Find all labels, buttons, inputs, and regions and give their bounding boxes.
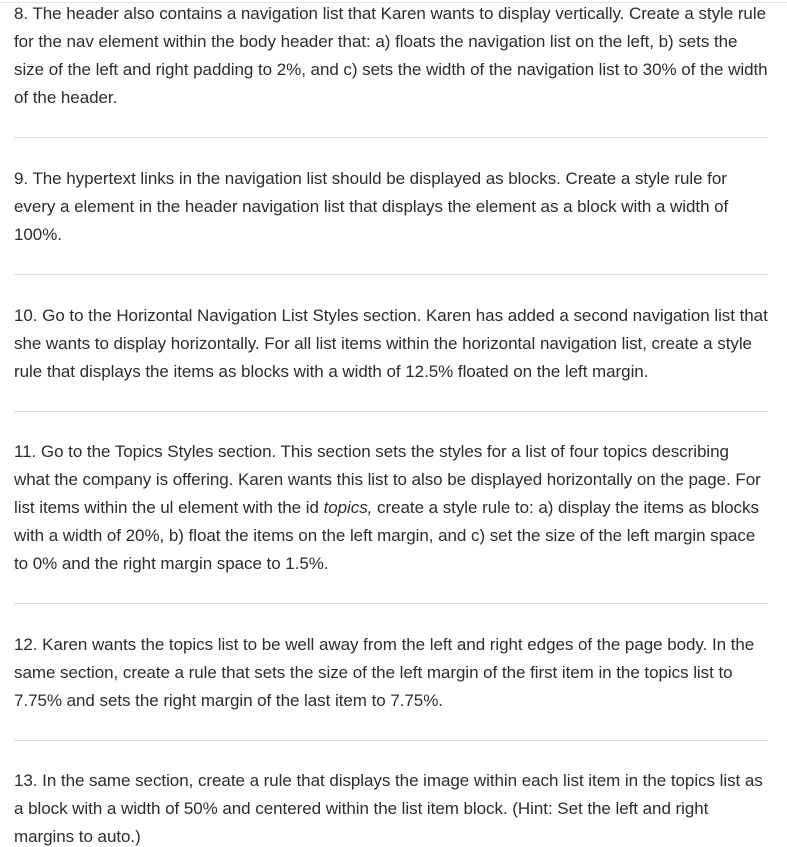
instructions-document — [14, 0, 768, 847]
step-11-text-after: create a style rule to: a) display the items as blocks with a width of 20%, b) float the items on the left margin, and c) set the size of the left margin space to 0% and the right margin space to 1.5%. — [14, 498, 759, 573]
step-13-text: 13. In the same section, create a rule that displays the image within each list item in the topics list as a block with a width of 50% and centered within the list item block. (Hint: Set the left and right margins to auto.) — [14, 771, 763, 846]
topics-id-italic: topics, — [323, 498, 373, 517]
step-11-text — [14, 438, 768, 578]
step-9 — [14, 138, 768, 249]
step-9-text: 9. The hypertext links in the navigation list should be displayed as blocks. Create a style rule for every a element in the header navigation list that displays the element as a block with a width of 100%. — [14, 169, 729, 244]
step-8-text: 8. The header also contains a navigation list that Karen wants to display vertically. Create a style rule for the nav element within the body header that: a) floats the navigation list on the left, b) sets the size of the left and right padding to 2%, and c) sets the width of the navigation list to 30% of the width of the header. — [14, 4, 768, 107]
step-8 — [14, 0, 768, 112]
step-10 — [14, 275, 768, 386]
step-12 — [14, 604, 768, 715]
step-13 — [14, 741, 768, 847]
step-10-text: 10. Go to the Horizontal Navigation List Styles section. Karen has added a second navigation list that she wants to display horizontally. For all list items within the horizontal navigation list, create a style rule that displays the items as blocks with a width of 12.5% floated on the left margin. — [14, 306, 768, 381]
step-11-text-before: 11. Go to the Topics Styles section. This section sets the styles for a list of four topics describing what the company is offering. Karen wants this list to also be displayed horizontally on the page. For list items within the ul element with the id — [14, 442, 761, 517]
step-12-text: 12. Karen wants the topics list to be well away from the left and right edges of the page body. In the same section, create a rule that sets the size of the left margin of the first item in the topics list to 7.75% and sets the right margin of the last item to 7.75%. — [14, 635, 755, 710]
step-11 — [14, 412, 768, 578]
